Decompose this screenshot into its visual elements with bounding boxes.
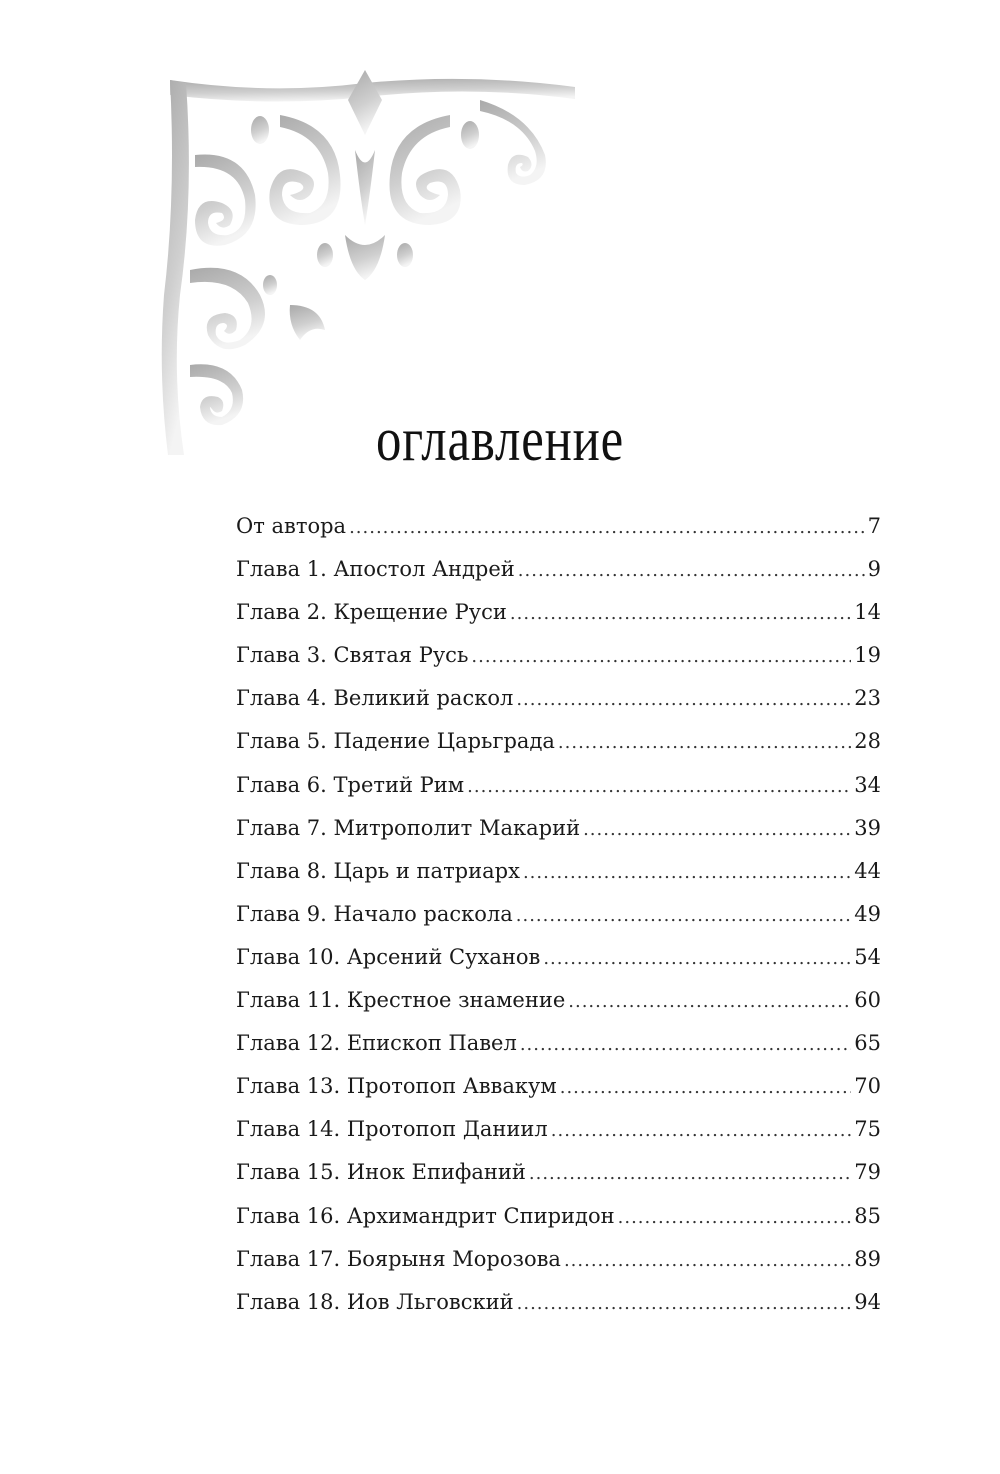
toc-entry-page: 65 (854, 1031, 881, 1056)
toc-entry-title: Глава 3. Святая Русь (236, 643, 469, 668)
toc-entry-title: Глава 4. Великий раскол (236, 686, 514, 711)
toc-entry-page: 89 (854, 1246, 881, 1271)
dot-leader (583, 808, 851, 851)
toc-entry-page: 9 (867, 557, 881, 582)
dot-leader (471, 635, 851, 678)
dot-leader (467, 765, 851, 808)
corner-ornament (150, 55, 580, 455)
toc-entry (236, 1151, 881, 1194)
dot-leader (517, 1282, 852, 1325)
toc-entry-title: Глава 8. Царь и патриарх (236, 858, 520, 883)
toc-entry-page: 79 (854, 1160, 881, 1185)
toc-entry-page: 34 (854, 772, 881, 797)
dot-leader (564, 1239, 851, 1282)
toc-entry (236, 979, 881, 1022)
toc-entry-title: Глава 5. Падение Царьграда (236, 729, 555, 754)
toc-entry (236, 720, 881, 763)
toc-entry (236, 807, 881, 850)
dot-leader (568, 980, 851, 1023)
dot-leader (516, 678, 851, 721)
dot-leader (518, 549, 865, 592)
toc-entry (236, 1108, 881, 1151)
toc-entry-page: 85 (854, 1203, 881, 1228)
toc-entry (236, 591, 881, 634)
toc-entry-page: 39 (854, 815, 881, 840)
toc-entry (236, 1195, 881, 1238)
table-of-contents (236, 505, 881, 1324)
toc-heading: оглавление (375, 406, 625, 474)
toc-entry-title: Глава 9. Начало раскола (236, 901, 513, 926)
toc-entry-title: Глава 12. Епископ Павел (236, 1031, 517, 1056)
toc-entry (236, 548, 881, 591)
toc-entry-title: Глава 11. Крестное знамение (236, 988, 566, 1013)
toc-entry-page: 70 (854, 1074, 881, 1099)
toc-entry-title: Глава 16. Архимандрит Спиридон (236, 1203, 615, 1228)
toc-entry-title: Глава 7. Митрополит Макарий (236, 815, 581, 840)
toc-entry (236, 936, 881, 979)
toc-entry (236, 1238, 881, 1281)
toc-entry-page: 14 (854, 600, 881, 625)
toc-entry-title: Глава 15. Инок Епифаний (236, 1160, 526, 1185)
toc-entry-page: 49 (854, 901, 881, 926)
toc-entry (236, 850, 881, 893)
toc-entry-title: Глава 14. Протопоп Даниил (236, 1117, 548, 1142)
dot-leader (560, 1066, 852, 1109)
toc-entry (236, 634, 881, 677)
toc-entry-title: Глава 13. Протопоп Аввакум (236, 1074, 557, 1099)
toc-entry-page: 23 (854, 686, 881, 711)
toc-entry (236, 764, 881, 807)
toc-entry (236, 505, 881, 548)
toc-entry-page: 54 (854, 944, 881, 969)
dot-leader (529, 1152, 851, 1195)
toc-entry-page: 94 (854, 1289, 881, 1314)
toc-entry (236, 1281, 881, 1324)
toc-entry (236, 1065, 881, 1108)
toc-entry (236, 677, 881, 720)
toc-entry-page: 44 (854, 858, 881, 883)
toc-entry-page: 7 (867, 514, 881, 538)
toc-entry-page: 60 (854, 988, 881, 1013)
toc-entry-title: Глава 1. Апостол Андрей (236, 557, 515, 582)
dot-leader (516, 894, 852, 937)
toc-entry (236, 1022, 881, 1065)
toc-entry-title: От автора (236, 514, 347, 538)
dot-leader (510, 592, 851, 635)
dot-leader (349, 506, 865, 549)
dot-leader (618, 1196, 852, 1239)
toc-entry-title: Глава 18. Иов Льговский (236, 1289, 514, 1314)
toc-entry-page: 19 (854, 643, 881, 668)
dot-leader (558, 721, 851, 764)
dot-leader (543, 937, 851, 980)
dot-leader (523, 851, 851, 894)
dot-leader (520, 1023, 851, 1066)
toc-entry-page: 75 (854, 1117, 881, 1142)
toc-entry-title: Глава 17. Боярыня Морозова (236, 1246, 561, 1271)
dot-leader (551, 1109, 852, 1152)
toc-entry (236, 893, 881, 936)
toc-entry-title: Глава 10. Арсений Суханов (236, 944, 541, 969)
toc-entry-title: Глава 6. Третий Рим (236, 772, 465, 797)
toc-entry-page: 28 (854, 729, 881, 754)
toc-entry-title: Глава 2. Крещение Руси (236, 600, 507, 625)
